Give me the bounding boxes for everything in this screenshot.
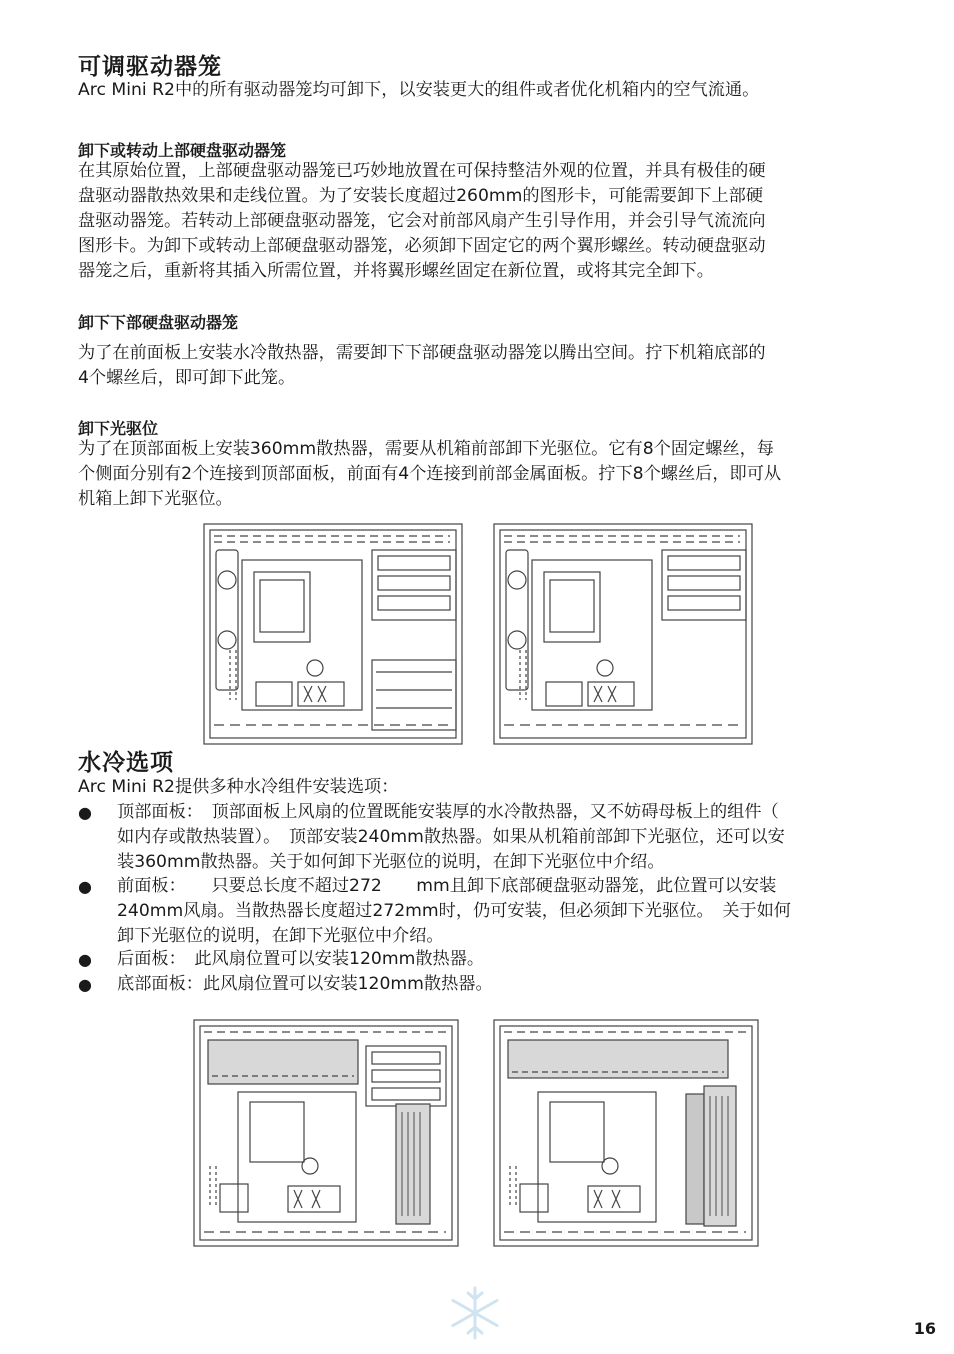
case-diagram-240mm-radiator bbox=[190, 1016, 465, 1252]
text-line: 在其原始位置，上部硬盘驱动器笼已巧妙地放置在可保持整洁外观的位置，并具有极佳的硬 bbox=[78, 161, 766, 181]
page-number: 16 bbox=[913, 1319, 936, 1338]
bullet-bottom-panel bbox=[78, 972, 890, 997]
drive-cages-intro: Arc Mini R2中的所有驱动器笼均可卸下，以安装更大的组件或者优化机箱内的空气流通。 bbox=[78, 80, 760, 100]
text-line: 240mm风扇。当散热器长度超过272mm时，仍可安装，但必须卸下光驱位。 关于如何 bbox=[117, 901, 791, 921]
bullet-dot: ● bbox=[78, 803, 92, 822]
water-cooling-intro: Arc Mini R2提供多种水冷组件安装选项： bbox=[78, 777, 399, 797]
text-line: 后面板： 此风扇位置可以安装120mm散热器。 bbox=[117, 949, 485, 969]
bullet-rear-panel bbox=[78, 947, 890, 972]
text-line: 顶部面板： 顶部面板上风扇的位置既能安装厚的水冷散热器，又不妨碍母板上的组件（ bbox=[117, 802, 779, 822]
text-line: 装360mm散热器。关于如何卸下光驱位的说明，在卸下光驱位中介绍。 bbox=[117, 852, 665, 872]
text-line: 为了在前面板上安装水冷散热器，需要卸下下部硬盘驱动器笼以腾出空间。拧下机箱底部的 bbox=[78, 343, 766, 363]
bullet-top-panel bbox=[78, 800, 890, 875]
bullet-dot: ● bbox=[78, 877, 92, 896]
section-title-lower-cage: 卸下下部硬盘驱动器笼 bbox=[78, 313, 239, 332]
text-line: 图形卡。为卸下或转动上部硬盘驱动器笼，必须卸下固定它的两个翼形螺丝。转动硬盘驱动 bbox=[78, 236, 766, 256]
text-line: 4个螺丝后，即可卸下此笼。 bbox=[78, 368, 296, 388]
text-line: 底部面板：此风扇位置可以安装120mm散热器。 bbox=[117, 974, 493, 994]
bullet-dot: ● bbox=[78, 975, 92, 994]
text-line: 为了在顶部面板上安装360mm散热器，需要从机箱前部卸下光驱位。它有8个固定螺丝，每 bbox=[78, 439, 774, 459]
case-diagram-with-drive-cages bbox=[200, 520, 468, 750]
snowflake-icon bbox=[446, 1284, 504, 1342]
text-line: 前面板： 只要总长度不超过272 mm且卸下底部硬盘驱动器笼，此位置可以安装 bbox=[117, 876, 777, 896]
section-title-upper-cage: 卸下或转动上部硬盘驱动器笼 bbox=[78, 141, 287, 160]
text-line: 卸下光驱位的说明，在卸下光驱位中介绍。 bbox=[117, 926, 444, 946]
case-diagram-360mm-radiator bbox=[490, 1016, 765, 1252]
text-line: 盘驱动器笼。若转动上部硬盘驱动器笼，它会对前部风扇产生引导作用，并会引导气流流向 bbox=[78, 211, 766, 231]
section-title-drive-cages: 可调驱动器笼 bbox=[78, 54, 222, 80]
section-title-water-cooling: 水冷选项 bbox=[78, 750, 174, 776]
text-line: 个侧面分别有2个连接到顶部面板，前面有4个连接到前部金属面板。拧下8个螺丝后，即可从 bbox=[78, 464, 782, 484]
case-diagram-cages-removed bbox=[490, 520, 758, 750]
text-line: 如内存或散热装置）。 顶部安装240mm散热器。如果从机箱前部卸下光驱位，还可以安 bbox=[117, 827, 785, 847]
lower-cage-paragraph bbox=[78, 341, 883, 391]
text-line: 盘驱动器散热效果和走线位置。为了安装长度超过260mm的图形卡，可能需要卸下上部硬 bbox=[78, 186, 764, 206]
odd-paragraph bbox=[78, 437, 883, 512]
text-line: 机箱上卸下光驱位。 bbox=[78, 489, 233, 509]
section-title-odd: 卸下光驱位 bbox=[78, 419, 159, 438]
text-line: 器笼之后，重新将其插入所需位置，并将翼形螺丝固定在新位置，或将其完全卸下。 bbox=[78, 261, 714, 281]
upper-cage-paragraph bbox=[78, 159, 883, 284]
bullet-dot: ● bbox=[78, 950, 92, 969]
bullet-front-panel bbox=[78, 874, 890, 949]
